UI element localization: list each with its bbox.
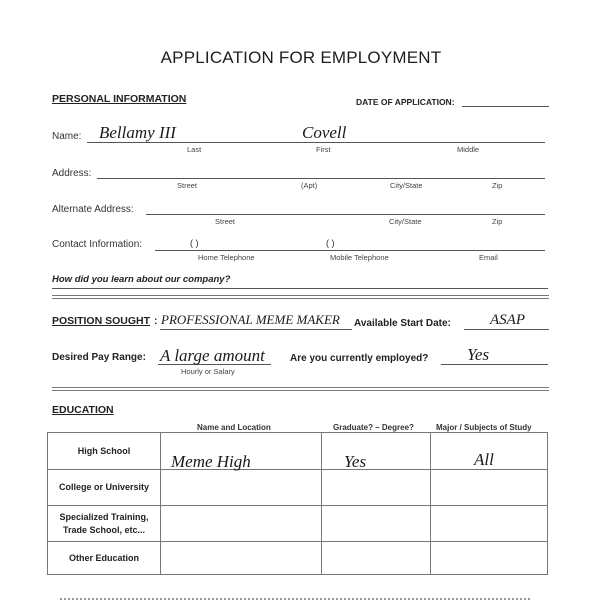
education-table — [47, 432, 548, 575]
alt-address-zip-caption: Zip — [492, 217, 503, 226]
currently-employed-label: Are you currently employed? — [290, 353, 429, 364]
section-divider-2 — [52, 387, 549, 391]
currently-employed-field[interactable] — [441, 364, 548, 365]
alt-address-city-caption: City/State — [389, 217, 422, 226]
date-of-application-field[interactable] — [462, 106, 549, 107]
position-sought-colon: : — [154, 315, 158, 327]
start-date-value: ASAP — [490, 312, 525, 328]
college-graduate-cell[interactable] — [322, 470, 431, 506]
contact-label: Contact Information: — [52, 239, 143, 250]
education-heading: EDUCATION — [52, 404, 114, 416]
training-graduate-cell[interactable] — [322, 506, 431, 542]
college-major-cell[interactable] — [431, 470, 548, 506]
currently-employed-value: Yes — [467, 345, 490, 364]
other-name-cell[interactable] — [161, 542, 322, 575]
pay-range-value: A large amount — [160, 346, 265, 365]
other-graduate-cell[interactable] — [322, 542, 431, 575]
mobile-phone-paren: ( ) — [326, 238, 335, 248]
form-title: APPLICATION FOR EMPLOYMENT — [160, 48, 442, 67]
position-value: PROFESSIONAL MEME MAKER — [161, 312, 340, 327]
table-row — [48, 470, 548, 506]
pay-range-label: Desired Pay Range: — [52, 352, 146, 363]
row-label-college: College or University — [48, 470, 161, 506]
row-label-specialized-training: Specialized Training, Trade School, etc... — [48, 506, 161, 542]
college-name-cell[interactable] — [161, 470, 322, 506]
col-graduate-degree: Graduate? – Degree? — [333, 423, 414, 432]
address-city-caption: City/State — [390, 181, 423, 190]
col-name-location: Name and Location — [197, 423, 271, 432]
high-school-major-value: All — [474, 450, 494, 469]
date-of-application-label: DATE OF APPLICATION: — [356, 97, 455, 107]
table-row — [48, 506, 548, 542]
mobile-telephone-caption: Mobile Telephone — [330, 253, 389, 262]
name-last-caption: Last — [187, 145, 202, 154]
address-field[interactable] — [97, 178, 545, 179]
table-row — [48, 433, 548, 470]
high-school-name-value: Meme High — [171, 452, 251, 471]
alt-address-label: Alternate Address: — [52, 204, 134, 215]
row-label-high-school: High School — [48, 433, 161, 470]
contact-field[interactable] — [155, 250, 545, 251]
high-school-graduate-cell[interactable] — [322, 433, 431, 470]
name-middle-caption: Middle — [457, 145, 480, 154]
pay-range-caption: Hourly or Salary — [181, 367, 235, 376]
training-name-cell[interactable] — [161, 506, 322, 542]
learn-about-field[interactable] — [52, 288, 548, 289]
alt-address-field[interactable] — [146, 214, 545, 215]
name-label: Name: — [52, 131, 82, 142]
name-last-value: Bellamy III — [99, 123, 176, 142]
col-major-subjects: Major / Subjects of Study — [436, 423, 532, 432]
address-zip-caption: Zip — [492, 181, 503, 190]
personal-info-heading: PERSONAL INFORMATION — [52, 93, 187, 105]
footer-fine-print — [60, 598, 530, 600]
learn-about-label: How did you learn about our company? — [52, 274, 231, 285]
high-school-graduate-value: Yes — [344, 452, 367, 471]
name-first-caption: First — [316, 145, 331, 154]
address-apt-caption: (Apt) — [301, 181, 318, 190]
section-divider — [52, 295, 549, 299]
position-sought-heading: POSITION SOUGHT — [52, 315, 151, 327]
start-date-field[interactable] — [464, 329, 549, 330]
training-major-cell[interactable] — [431, 506, 548, 542]
position-field[interactable] — [160, 329, 352, 330]
start-date-label: Available Start Date: — [354, 318, 451, 329]
row-label-other-education: Other Education — [48, 542, 161, 575]
name-first-value: Covell — [302, 123, 347, 142]
address-street-caption: Street — [177, 181, 198, 190]
alt-address-street-caption: Street — [215, 217, 236, 226]
email-caption: Email — [479, 253, 498, 262]
table-row — [48, 542, 548, 575]
home-phone-paren: ( ) — [190, 238, 199, 248]
other-major-cell[interactable] — [431, 542, 548, 575]
address-label: Address: — [52, 168, 92, 179]
home-telephone-caption: Home Telephone — [198, 253, 255, 262]
